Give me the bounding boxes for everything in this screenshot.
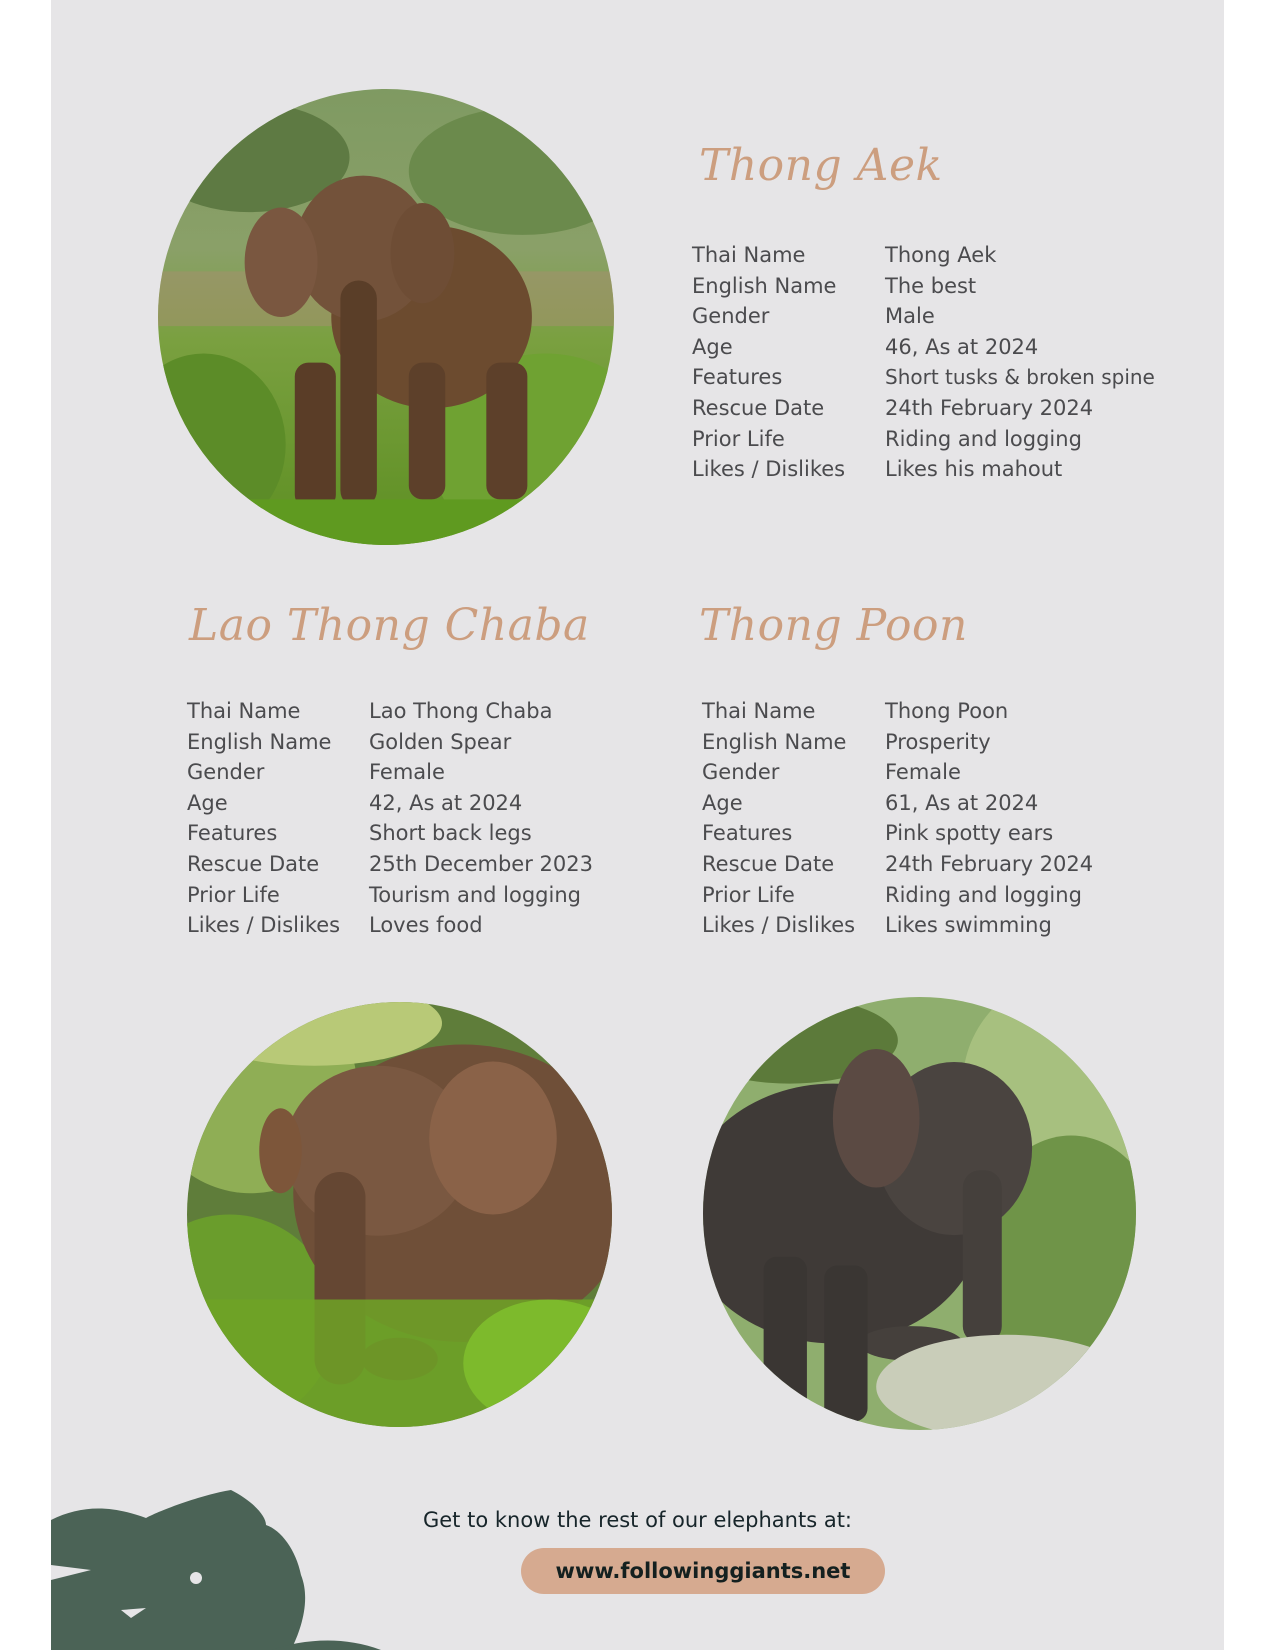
info-value: 25th December 2023 (369, 851, 593, 876)
elephant-name-title: Thong Poon (699, 600, 968, 651)
info-value: Loves food (369, 913, 483, 938)
info-label: English Name (692, 273, 837, 298)
info-label: Features (702, 821, 793, 846)
info-value: Lao Thong Chaba (369, 699, 553, 723)
info-label: Thai Name (692, 243, 806, 267)
info-label: Likes / Dislikes (692, 457, 846, 482)
info-value: Likes swimming (885, 913, 1052, 938)
thong-poon-photo (703, 997, 1136, 1430)
elephant-name-title: Thong Aek (699, 140, 943, 191)
info-value: Male (885, 304, 935, 329)
info-value: 42, As at 2024 (369, 790, 523, 815)
cta-text: Get to know the rest of our elephants at: (422, 1508, 852, 1532)
info-value: Tourism and logging (369, 882, 581, 907)
info-value: Riding and logging (885, 426, 1082, 451)
info-value: Likes his mahout (885, 457, 1063, 482)
info-label: Features (187, 821, 278, 846)
info-label: Gender (702, 760, 780, 785)
info-label: Rescue Date (187, 851, 320, 876)
info-label: Gender (692, 304, 770, 329)
info-value: Thong Poon (885, 699, 1009, 723)
info-value: Short back legs (369, 821, 532, 846)
elephant-name-title: Lao Thong Chaba (189, 600, 590, 651)
info-label: English Name (187, 729, 332, 754)
info-value: 24th February 2024 (885, 395, 1094, 420)
info-label: Age (692, 334, 733, 359)
info-label: Age (187, 790, 228, 815)
info-value: 61, As at 2024 (885, 790, 1039, 815)
info-value: Riding and logging (885, 882, 1082, 907)
info-value: Short tusks & broken spine (885, 365, 1155, 390)
info-value: Female (369, 760, 445, 785)
info-label: Likes / Dislikes (187, 913, 341, 938)
website-link-button[interactable]: www.followinggiants.net (521, 1548, 885, 1594)
info-label: Rescue Date (692, 395, 825, 420)
info-label: Thai Name (702, 699, 816, 723)
page (51, 0, 1224, 1650)
info-value: Thong Aek (885, 243, 997, 267)
info-label: English Name (702, 729, 847, 754)
info-label: Thai Name (187, 699, 301, 723)
info-value: Female (885, 760, 961, 785)
info-label: Gender (187, 760, 265, 785)
info-value: 46, As at 2024 (885, 334, 1039, 359)
info-label: Prior Life (692, 426, 785, 451)
info-value: Prosperity (885, 729, 991, 754)
thong-aek-photo (158, 89, 614, 545)
info-value: Pink spotty ears (885, 821, 1054, 846)
info-label: Features (692, 365, 783, 390)
lao-thong-chaba-photo (187, 1002, 612, 1427)
info-label: Prior Life (702, 882, 795, 907)
info-label: Rescue Date (702, 851, 835, 876)
info-label: Age (702, 790, 743, 815)
info-value: 24th February 2024 (885, 851, 1094, 876)
info-label: Likes / Dislikes (702, 913, 856, 938)
info-value: Golden Spear (369, 729, 512, 754)
info-label: Prior Life (187, 882, 280, 907)
info-value: The best (885, 273, 977, 298)
